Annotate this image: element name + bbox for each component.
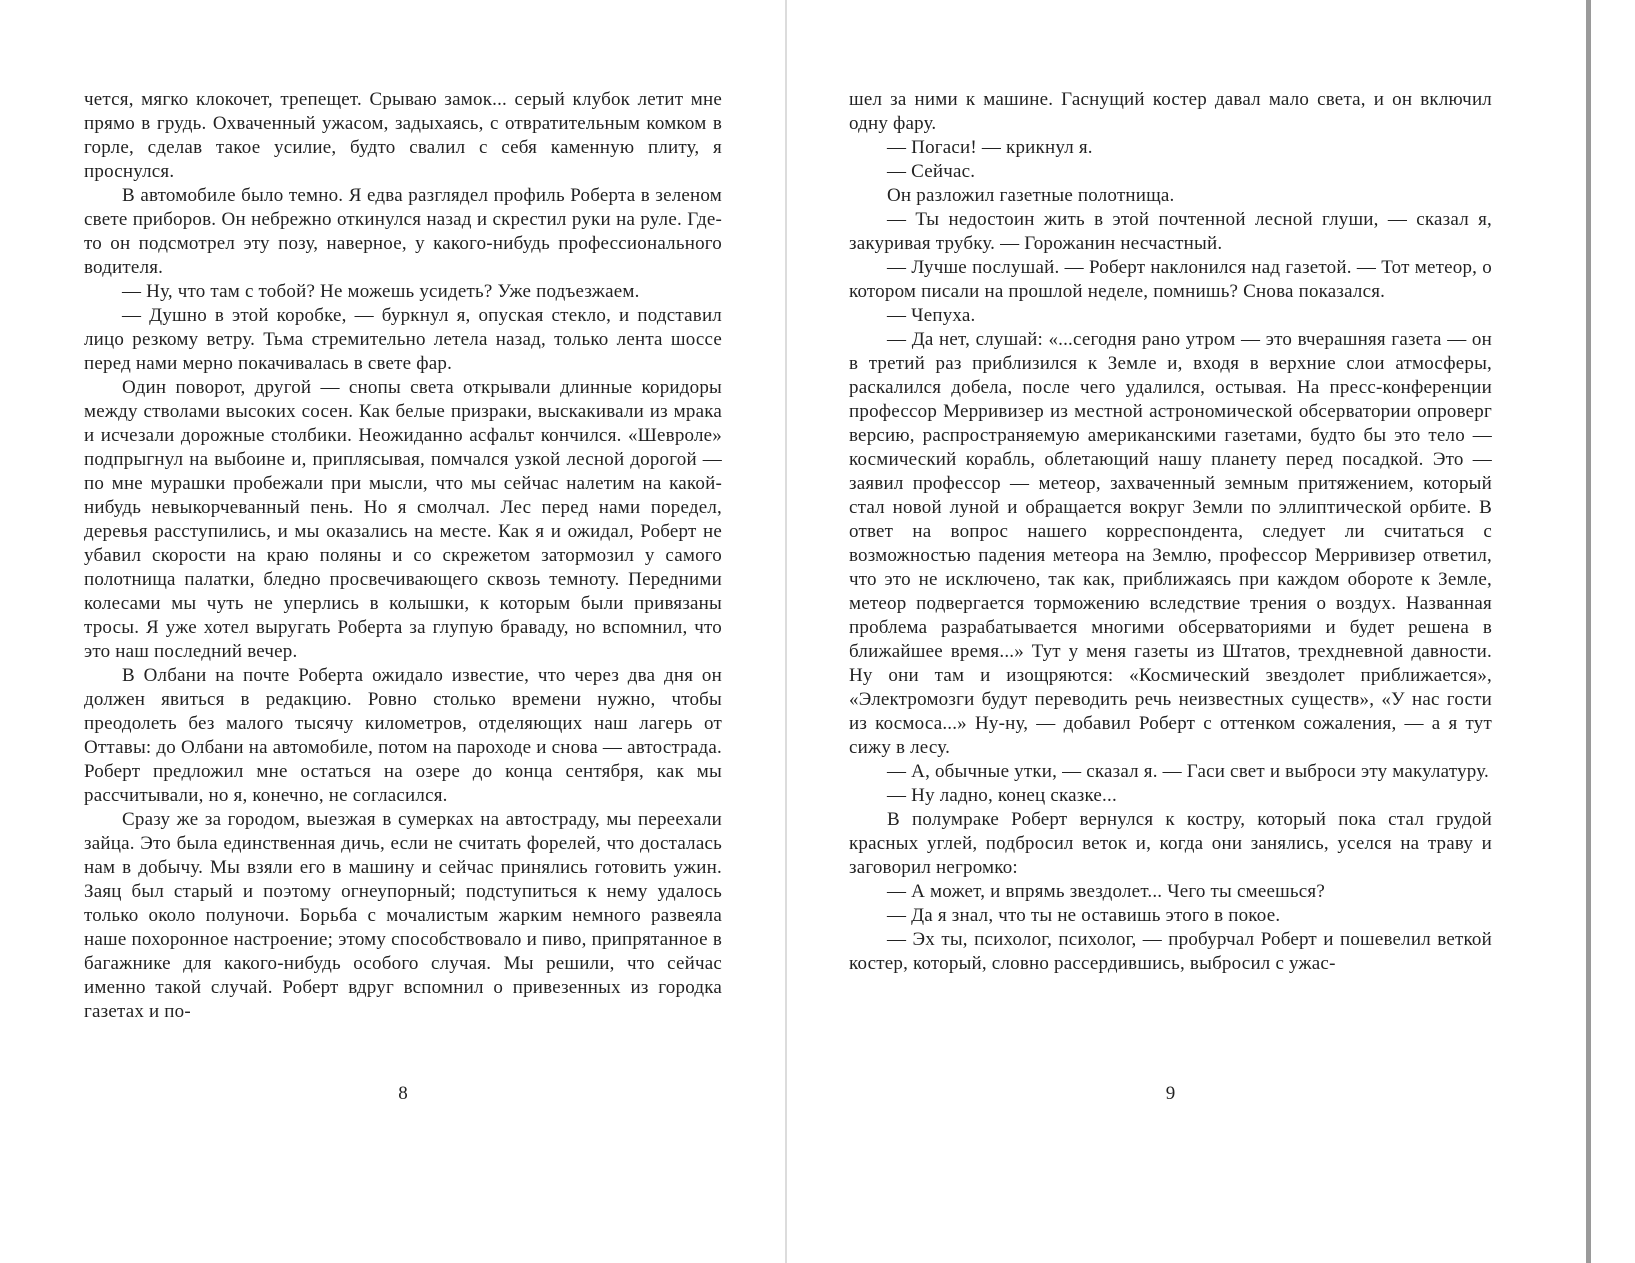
paragraph: — Да я знал, что ты не оставишь этого в покое. [887, 905, 1281, 926]
paragraph: Сразу же за городом, выезжая в сумерках на автостраду, мы переехали зайца. Это была единственная дичь, если не считать форелей, что досталась нам в добычу. Мы взяли его в машину и сейчас принялись готовить ужин. Заяц был старый и поэтому огнеупорный; подступиться к нему удалось только около полуночи. Борьба с мочалистым жарким немного развеяла наше похоронное настроение; этому способствовало и пиво, припрятанное в багажнике для какого-нибудь особого случая. Мы решили, что сейчас именно такой случай. Роберт вдруг вспомнил о привезенных из городка газетах и по- [84, 809, 722, 1022]
paragraph: В Олбани на почте Роберта ожидало известие, что через два дня он должен явиться в редакцию. Ровно столько времени нужно, чтобы преодолеть без малого тысячу километров, отделяющих наш лагерь от Оттавы: до Олбани на автомобиле, потом на пароходе и снова — автострада. Роберт предложил мне остаться на озере до конца сентября, как мы рассчитывали, но я, конечно, не согласился. [84, 665, 722, 806]
paragraph: В полумраке Роберт вернулся к костру, который пока стал грудой красных углей, подбросил веток и, когда они занялись, уселся на траву и заговорил негромко: [849, 809, 1492, 878]
paragraph: — Лучше послушай. — Роберт наклонился над газетой. — Тот метеор, о котором писали на прошлой неделе, помнишь? Снова показался. [849, 257, 1492, 302]
paragraph: — Сейчас. [887, 161, 976, 182]
paragraph: — Ну ладно, конец сказке... [887, 785, 1117, 806]
paragraph: — А, обычные утки, — сказал я. — Гаси свет и выброси эту макулатуру. [887, 761, 1489, 782]
paragraph: Он разложил газетные полотнища. [887, 185, 1175, 206]
paragraph: — Да нет, слушай: «...сегодня рано утром — это вчерашняя газета — он в третий раз приблизился к Земле и, входя в верхние слои атмосферы, раскалился добела, после чего удалился, остывая. На пресс-конференции профессор Мерривизер из местной астрономической обсерватории опроверг версию, распространяемую американскими газетами, будто бы это тело — космический корабль, облетающий нашу планету перед посадкой. Это — заявил профессор — метеор, захваченный земным притяжением, который стал новой луной и обращается вокруг Земли по эллиптической орбите. В ответ на вопрос нашего корреспондента, следует ли считаться с возможностью падения метеора на Землю, профессор Мерривизер ответил, что это не исключено, так как, приближаясь при каждом обороте к Земле, метеор подвергается торможению вследствие трения о воздух. Названная проблема разрабатывается многими обсерваториями и будет решена в ближайшее время...» Тут у меня газеты из Штатов, трехдневной давности. Ну они там и изощряются: «Космический звездолет приближается», «Электромозги будут переводить речь неизвестных существ», «У нас гости из космоса...» Ну-ну, — добавил Роберт с оттенком сожаления, — а я тут сижу в лесу. [849, 329, 1492, 758]
paragraph: — Чепуха. [887, 305, 976, 326]
paragraph: — А может, и впрямь звездолет... Чего ты смеешься? [887, 881, 1325, 902]
paragraph: Один поворот, другой — снопы света открывали длинные коридоры между стволами высоких сосен. Как белые призраки, выскакивали из мрака и исчезали дорожные столбики. Неожиданно асфальт кончился. «Шевроле» подпрыгнул на выбоине и, приплясывая, помчался узкой лесной дорогой — по мне мурашки пробежали при мысли, что мы сейчас налетим на какой-нибудь невыкорчеванный пень. Но я смолчал. Лес перед нами поредел, деревья расступились, и мы оказались на месте. Как я и ожидал, Роберт не убавил скорости на краю поляны и со скрежетом затормозил у самого полотнища палатки, бледно просвечивающего сквозь темноту. Передними колесами мы чуть не уперлись в колышки, к которым были привязаны тросы. Я уже хотел выругать Роберта за глупую браваду, но вспомнил, что это наш последний вечер. [84, 377, 722, 662]
paragraph: — Эх ты, психолог, психолог, — пробурчал Роберт и пошевелил веткой костер, который, словно рассердившись, выбросил с ужас- [849, 929, 1492, 974]
paragraph: — Ну, что там с тобой? Не можешь усидеть? Уже подъезжаем. [122, 281, 640, 302]
book-edge-shadow [1586, 0, 1591, 1263]
page-right-number: 9 [1165, 1083, 1176, 1104]
page-left-text [84, 88, 722, 1024]
paragraph: чется, мягко клокочет, трепещет. Срываю замок... серый клубок летит мне прямо в грудь. Охваченный ужасом, задыхаясь, с отвратительным комком в горле, сделав такое усилие, будто свалил с себя каменную плиту, я проснулся. [84, 89, 722, 182]
page-right-text [849, 88, 1492, 976]
page-gutter-shadow [785, 0, 787, 1263]
paragraph: шел за ними к машине. Гаснущий костер давал мало света, и он включил одну фару. [849, 89, 1492, 134]
paragraph: — Ты недостоин жить в этой почтенной лесной глуши, — сказал я, закуривая трубку. — Горожанин несчастный. [849, 209, 1492, 254]
page-left-number: 8 [398, 1083, 408, 1104]
paragraph: В автомобиле было темно. Я едва разглядел профиль Роберта в зеленом свете приборов. Он небрежно откинулся назад и скрестил руки на руле. Где-то он подсмотрел эту позу, наверное, у какого-нибудь профессионального водителя. [84, 185, 722, 278]
paragraph: — Душно в этой коробке, — буркнул я, опуская стекло, и подставил лицо резкому ветру. Тьма стремительно летела назад, только лента шоссе перед нами мерно покачивалась в свете фар. [84, 305, 722, 374]
paragraph: — Погаси! — крикнул я. [887, 137, 1093, 158]
